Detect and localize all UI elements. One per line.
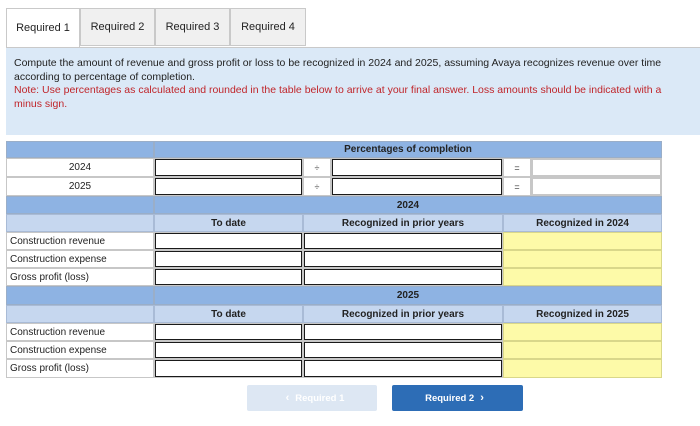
divide-icon: ÷ — [303, 177, 331, 196]
note-text: Note: Use percentages as calculated and rounded in the table below to arrive at your final answer. Loss amounts should be indicated with a — [14, 84, 662, 96]
revenue-2024-to-date-cell — [154, 232, 303, 250]
expense-2024-prior-cell — [303, 250, 503, 268]
gross-profit-2025-recognized-field[interactable] — [503, 359, 662, 378]
percent-2024-result-input[interactable] — [532, 159, 661, 176]
section-2025-sub-corner — [6, 305, 154, 323]
expense-2024-recognized-field[interactable] — [503, 250, 662, 268]
tab-required-2[interactable]: Required 2 — [80, 8, 155, 46]
gross-profit-2025-to-date-cell — [154, 359, 303, 378]
row-label-construction-revenue-2025: Construction revenue — [6, 323, 154, 341]
gross-profit-2024-to-date-input[interactable] — [155, 269, 302, 285]
note-text-cont: minus sign. — [14, 97, 68, 110]
percent-2025-result-input[interactable] — [532, 178, 661, 195]
previous-button-label: Required 1 — [295, 392, 345, 404]
col-to-date-2024: To date — [154, 214, 303, 232]
row-label-construction-expense-2024: Construction expense — [6, 250, 154, 268]
col-to-date-2025: To date — [154, 305, 303, 323]
expense-2025-prior-input[interactable] — [304, 342, 502, 358]
chevron-left-icon: ‹ — [285, 392, 290, 404]
chevron-right-icon: › — [480, 392, 484, 404]
percent-2024-denominator-cell — [331, 158, 503, 177]
percent-2025-denominator-cell — [331, 177, 503, 196]
percent-2024-denominator-input[interactable] — [332, 159, 502, 176]
revenue-2025-to-date-input[interactable] — [155, 324, 302, 340]
percent-2025-numerator-input[interactable] — [155, 178, 302, 195]
gross-profit-2024-prior-input[interactable] — [304, 269, 502, 285]
expense-2025-to-date-cell — [154, 341, 303, 359]
revenue-2025-recognized-field[interactable] — [503, 323, 662, 341]
gross-profit-2024-prior-cell — [303, 268, 503, 286]
row-label-construction-revenue-2024: Construction revenue — [6, 232, 154, 250]
row-label-gross-profit-2025: Gross profit (loss) — [6, 359, 154, 378]
percent-2024-result-cell — [531, 158, 662, 177]
tab-required-3[interactable]: Required 3 — [155, 8, 230, 46]
row-label-gross-profit-2024: Gross profit (loss) — [6, 268, 154, 286]
next-button[interactable] — [392, 385, 523, 411]
gross-profit-2024-to-date-cell — [154, 268, 303, 286]
revenue-2025-prior-input[interactable] — [304, 324, 502, 340]
gross-profit-2025-prior-cell — [303, 359, 503, 378]
instruction-text: Compute the amount of revenue and gross profit or loss to be recognized in 2024 and 2025, assuming Avaya recognizes revenue over time — [14, 57, 662, 69]
equals-icon: = — [503, 177, 531, 196]
section-2024-year-header: 2024 — [154, 196, 662, 214]
gross-profit-2025-to-date-input[interactable] — [155, 360, 302, 377]
grid-corner — [6, 141, 154, 158]
expense-2025-to-date-input[interactable] — [155, 342, 302, 358]
next-button-label: Required 2 — [425, 392, 475, 404]
row-label-construction-expense-2025: Construction expense — [6, 341, 154, 359]
percent-2024-numerator-input[interactable] — [155, 159, 302, 176]
expense-2024-to-date-cell — [154, 250, 303, 268]
instructions-panel — [6, 47, 700, 135]
col-prior-years-2024: Recognized in prior years — [303, 214, 503, 232]
revenue-2024-prior-cell — [303, 232, 503, 250]
percent-row-label-2024: 2024 — [6, 158, 154, 177]
tab-required-1[interactable]: Required 1 — [6, 8, 80, 48]
revenue-2024-to-date-input[interactable] — [155, 233, 302, 249]
percent-2025-numerator-cell — [154, 177, 303, 196]
gross-profit-2024-recognized-field[interactable] — [503, 268, 662, 286]
expense-2025-recognized-field[interactable] — [503, 341, 662, 359]
divide-icon: ÷ — [303, 158, 331, 177]
gross-profit-2025-prior-input[interactable] — [304, 360, 502, 377]
section-2024-corner — [6, 196, 154, 214]
percent-row-label-2025: 2025 — [6, 177, 154, 196]
revenue-2025-prior-cell — [303, 323, 503, 341]
col-prior-years-2025: Recognized in prior years — [303, 305, 503, 323]
percent-2024-numerator-cell — [154, 158, 303, 177]
previous-button[interactable] — [247, 385, 377, 411]
expense-2024-prior-input[interactable] — [304, 251, 502, 267]
equals-icon: = — [503, 158, 531, 177]
percent-2025-result-cell — [531, 177, 662, 196]
revenue-2024-recognized-field[interactable] — [503, 232, 662, 250]
revenue-2024-prior-input[interactable] — [304, 233, 502, 249]
section-2025-corner — [6, 286, 154, 305]
section-2025-year-header: 2025 — [154, 286, 662, 305]
tab-required-4[interactable]: Required 4 — [230, 8, 306, 46]
expense-2025-prior-cell — [303, 341, 503, 359]
expense-2024-to-date-input[interactable] — [155, 251, 302, 267]
percent-2025-denominator-input[interactable] — [332, 178, 502, 195]
section-2024-sub-corner — [6, 214, 154, 232]
col-recognized-2025: Recognized in 2025 — [503, 305, 662, 323]
col-recognized-2024: Recognized in 2024 — [503, 214, 662, 232]
instruction-text-cont: according to percentage of completion. — [14, 70, 195, 83]
revenue-2025-to-date-cell — [154, 323, 303, 341]
percent-header: Percentages of completion — [154, 141, 662, 158]
worksheet-grid — [6, 141, 662, 378]
